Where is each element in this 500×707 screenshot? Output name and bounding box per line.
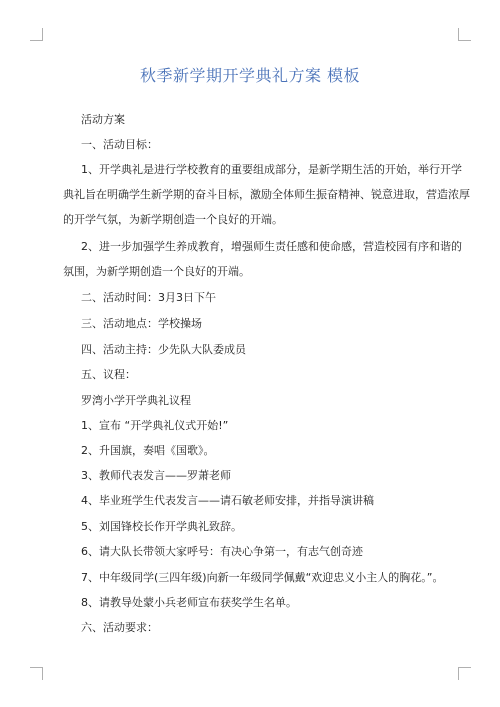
page-corner-mark-top-right [458, 28, 471, 41]
section-heading-location: 三、活动地点：学校操场 [81, 317, 202, 330]
page-corner-mark-bottom-left [30, 667, 43, 680]
paragraph-line: 氛围，为新学期创造一个良好的开端。 [63, 265, 250, 278]
section-heading-goals: 一、活动目标： [81, 138, 158, 151]
section-heading-plan: 活动方案 [81, 113, 125, 126]
section-heading-requirements: 六、活动要求： [81, 621, 158, 634]
paragraph-line: 典礼旨在明确学生新学期的奋斗目标，激励全体师生振奋精神、锐意进取，营造浓厚 [63, 188, 470, 201]
page-corner-mark-bottom-right [458, 667, 471, 680]
agenda-item: 4、毕业班学生代表发言——请石敏老师安排，并指导演讲稿 [81, 494, 374, 507]
agenda-item: 7、中年级同学(三四年级)向新一年级同学佩戴“欢迎忠义小主人的胸花。”。 [81, 571, 444, 584]
agenda-item: 2、升国旗，奏唱《国歌》。 [81, 444, 215, 457]
section-heading-time: 二、活动时间：3月3日下午 [81, 291, 216, 304]
page-corner-mark-top-left [30, 28, 43, 41]
agenda-item: 3、教师代表发言——罗萧老师 [81, 469, 231, 482]
agenda-item: 5、刘国锋校长作开学典礼致辞。 [81, 520, 242, 533]
paragraph-line: 的开学气氛，为新学期创造一个良好的开端。 [63, 213, 283, 226]
section-heading-agenda: 五、议程： [81, 368, 136, 381]
document-title: 秋季新学期开学典礼方案 模板 [139, 66, 361, 85]
agenda-item: 1、宣布 “开学典礼仪式开始!” [81, 419, 229, 432]
agenda-item: 8、请教导处蒙小兵老师宣布获奖学生名单。 [81, 596, 297, 609]
agenda-title: 罗湾小学开学典礼议程 [81, 394, 191, 407]
paragraph-line: 2、进一步加强学生养成教育，增强师生责任感和使命感，营造校园有序和谐的 [81, 240, 462, 253]
paragraph-line: 1、开学典礼是进行学校教育的重要组成部分，是新学期生活的开始，举行开学 [81, 163, 462, 176]
section-heading-host: 四、活动主持：少先队大队委成员 [81, 343, 246, 356]
agenda-item: 6、请大队长带领大家呼号：有决心争第一，有志气创奇迹 [81, 545, 363, 558]
